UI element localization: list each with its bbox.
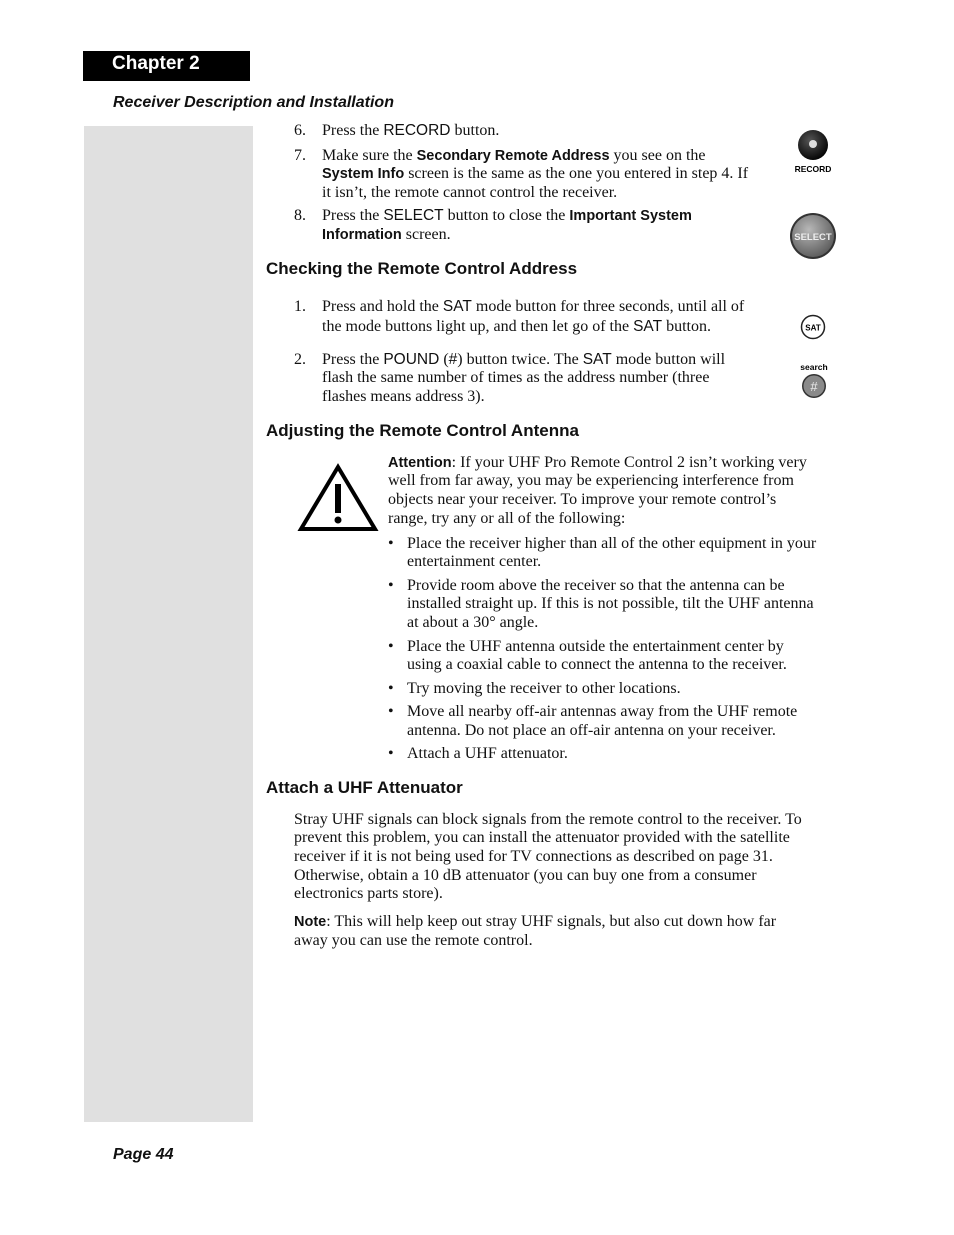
chapter-label: Chapter 2 — [112, 53, 200, 74]
attention-line-1: Attention: If your UHF Pro Remote Control 2 isn’t working very — [388, 454, 807, 471]
select-icon-label: SELECT — [794, 232, 832, 243]
step-8-line-1: Press the SELECT button to close the Important System — [322, 207, 692, 224]
bullet-1-line-1: Place the receiver higher than all of the other equipment in your — [407, 535, 817, 552]
bullet-marker: • — [388, 535, 394, 552]
heading-attach-attenuator: Attach a UHF Attenuator — [266, 778, 463, 797]
search-icon-label: search — [800, 362, 828, 372]
warning-icon — [297, 463, 379, 533]
note-line-2: away you can use the remote control. — [294, 932, 533, 949]
heading-checking-address: Checking the Remote Control Address — [266, 259, 578, 278]
bullet-2-line-3: at about a 30° angle. — [407, 614, 539, 631]
pound-button-icon — [797, 360, 833, 402]
step-number: 7. — [294, 147, 306, 164]
check-step-1-line-1: Press and hold the SAT mode button for three seconds, until all of — [322, 298, 745, 315]
attenuator-line-5: electronics parts store). — [294, 885, 443, 902]
step-7-line-1: Make sure the Secondary Remote Address you see on the — [322, 147, 706, 164]
bullet-marker: • — [388, 703, 394, 720]
bullet-6-line-1: Attach a UHF attenuator. — [407, 745, 568, 762]
bullet-marker: • — [388, 638, 394, 655]
bullet-3-line-1: Place the UHF antenna outside the entertainment center by — [407, 638, 784, 655]
note-label: Note — [294, 914, 327, 930]
step-number: 6. — [294, 122, 306, 139]
bullet-marker: • — [388, 680, 394, 697]
bullet-4-line-1: Try moving the receiver to other locations. — [407, 680, 681, 697]
attention-line-2: well from far away, you may be experiencing interference from — [388, 472, 794, 489]
select-button-icon — [789, 212, 839, 262]
step-number: 2. — [294, 351, 306, 368]
attenuator-line-1: Stray UHF signals can block signals from the remote control to the receiver. To — [294, 811, 802, 828]
pound-icon-label: # — [810, 379, 818, 394]
step-6-text: Press the RECORD button. — [322, 122, 500, 139]
bullet-marker: • — [388, 745, 394, 762]
step-7-line-3: it isn’t, the remote cannot control the receiver. — [322, 184, 618, 201]
bullet-5-line-1: Move all nearby off-air antennas away from the UHF remote — [407, 703, 798, 720]
attenuator-line-4: Otherwise, obtain a 10 dB attenuator (you can buy one from a consumer — [294, 867, 757, 884]
attention-label: Attention — [388, 455, 452, 471]
bullet-3-line-2: using a coaxial cable to connect the antenna to the receiver. — [407, 656, 787, 673]
attenuator-line-2: prevent this problem, you can install the attenuator provided with the satellite — [294, 829, 790, 846]
bullet-2-line-2: installed straight up. If this is not possible, tilt the UHF antenna — [407, 595, 814, 612]
check-step-2-line-3: flashes means address 3). — [322, 388, 485, 405]
step-8-line-2: Information screen. — [322, 226, 451, 243]
note-line-1: Note: This will help keep out stray UHF signals, but also cut down how far — [294, 913, 777, 930]
step-7-line-2: System Info screen is the same as the one you entered in step 4. If — [322, 165, 749, 182]
chapter-tab — [83, 51, 250, 81]
sat-button-icon — [800, 314, 828, 342]
attenuator-line-3: receiver if it is not being used for TV connections as described on page 31. — [294, 848, 773, 865]
page-number: Page 44 — [113, 1146, 174, 1163]
bullet-1-line-2: entertainment center. — [407, 553, 542, 570]
attention-line-3: objects near your receiver. To improve your remote control’s — [388, 491, 777, 508]
check-step-2-line-1: Press the POUND (#) button twice. The SAT mode button will — [322, 351, 726, 368]
record-icon-label: RECORD — [794, 164, 832, 174]
check-step-1-line-2: the mode buttons light up, and then let go of the SAT button. — [322, 318, 711, 335]
record-button-icon — [793, 129, 835, 177]
attention-line-4: range, try any or all of the following: — [388, 510, 626, 527]
step-number: 1. — [294, 298, 306, 315]
check-step-2-line-2: flash the same number of times as the address number (three — [322, 369, 710, 386]
sat-icon-label: SAT — [805, 323, 821, 333]
margin-sidebar — [84, 126, 253, 1122]
step-number: 8. — [294, 207, 306, 224]
bullet-marker: • — [388, 577, 394, 594]
heading-adjusting-antenna: Adjusting the Remote Control Antenna — [266, 421, 579, 440]
bullet-2-line-1: Provide room above the receiver so that the antenna can be — [407, 577, 785, 594]
bullet-5-line-2: antenna. Do not place an off-air antenna on your receiver. — [407, 722, 776, 739]
section-title: Receiver Description and Installation — [113, 94, 394, 111]
